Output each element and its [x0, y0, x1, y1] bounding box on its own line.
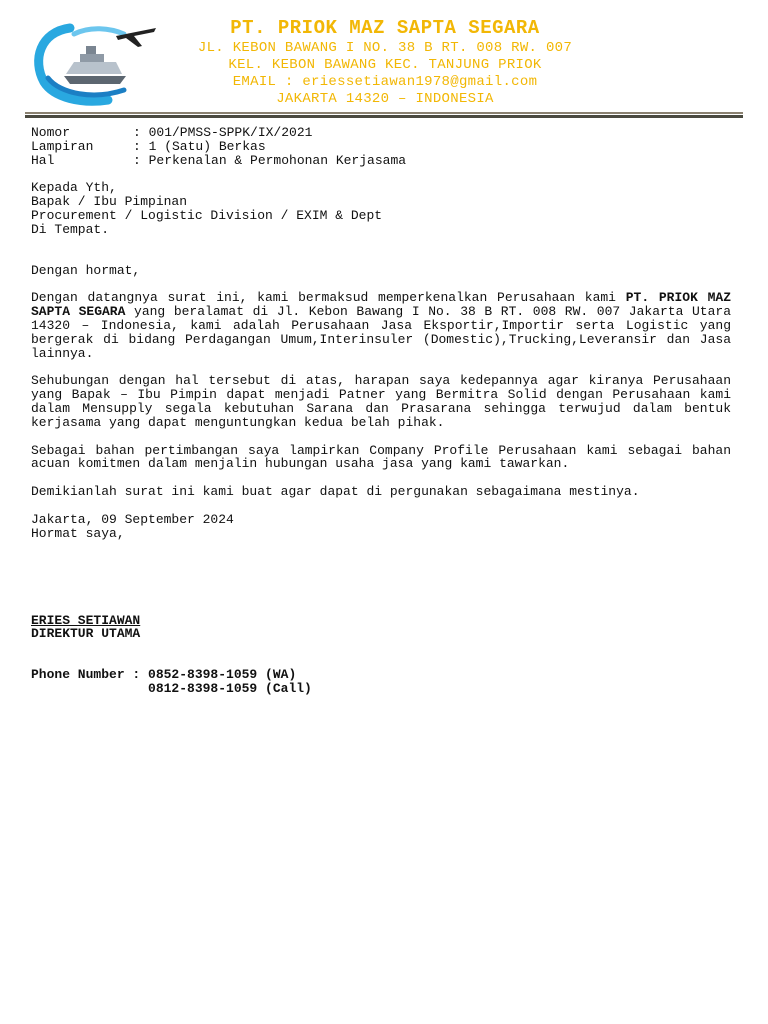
recipient-line-4: Di Tempat. [31, 221, 110, 237]
meta-hal-value: : Perkenalan & Permohonan Kerjasama [133, 152, 407, 168]
paragraph-closing: Demikianlah surat ini kami buat agar dapat di pergunakan sebagaimana mestinya. [31, 484, 640, 500]
meta-lampiran [31, 140, 731, 154]
phone-number-call: 0812-8398-1059 (Call) [31, 680, 312, 696]
company-name-bold: PT. PRIOK MAZ SAPTA SEGARA [31, 290, 739, 320]
meta-nomor [31, 126, 731, 140]
letter-body [31, 125, 739, 696]
ship-airplane-logo-icon [30, 20, 158, 108]
city-line: JAKARTA 14320 – INDONESIA [276, 91, 494, 107]
company-name: PT. PRIOK MAZ SAPTA SEGARA [230, 17, 540, 39]
meta-nomor-label: Nomor [31, 125, 71, 140]
paragraph-company-profile: Sebagai bahan pertimbangan saya lampirkan Company Profile Perusahaan kami sebagai bahan acuan komitmen dalam menjalin hubungan usaha jasa yang kami tawarkan. [31, 442, 739, 472]
meta-lampiran-label: Lampiran [31, 138, 94, 154]
letterhead [170, 16, 600, 108]
letter-date: Jakarta, 09 September 2024 [31, 511, 234, 527]
recipient-line-1: Kepada Yth, [31, 180, 117, 196]
signatory-title: DIREKTUR UTAMA [31, 626, 141, 642]
email-line: EMAIL : eriessetiawan1978@gmail.com [232, 74, 538, 90]
meta-hal [31, 154, 731, 168]
phone-number-wa: Phone Number : 0852-8398-1059 (WA) [31, 667, 297, 683]
signatory-name: ERIES SETIAWAN [31, 612, 141, 628]
regards: Hormat saya, [31, 525, 125, 541]
salutation: Dengan hormat, [31, 262, 141, 278]
header-divider-thin [25, 112, 743, 114]
meta-nomor-value: : 001/PMSS-SPPK/IX/2021 [133, 125, 313, 140]
paragraph-partnership: Sehubungan dengan hal tersebut di atas, harapan saya kedepannya agar kiranya Perusahaan yang Bapak – Ibu Pimpin dapat menjadi Patner yang Bermitra Solid dengan Perusahaan kami dalam Mensupply segala kebutuhan Sarana dan Prasarana sehingga terwujud dalam bentuk kerjasama yang dapat menguntungkan kedua belah pihak. [31, 373, 739, 430]
recipient-line-2: Bapak / Ibu Pimpinan [31, 194, 188, 210]
address-line-1: JL. KEBON BAWANG I NO. 38 B RT. 008 RW. 007 [197, 40, 573, 56]
recipient-line-3: Procurement / Logistic Division / EXIM & Dept [31, 207, 383, 223]
company-logo [30, 20, 158, 108]
header-divider-thick [25, 115, 743, 118]
paragraph-introduction: Dengan datangnya surat ini, kami bermaksud memperkenalkan Perusahaan kami PT. PRIOK MAZ SAPTA SEGARA yang beralamat di Jl. Kebon Bawang I No. 38 B RT. 008 RW. 007 Jakarta Utara 14320 – Indonesia, kami adalah Perusahaan Jasa Eksportir,Importir serta Logistic yang bergerak di bidang Perdagangan Umum,Interinsuler (Domestic),Trucking,Leveransir dan Jasa lainnya. [31, 290, 739, 361]
meta-lampiran-value: : 1 (Satu) Berkas [133, 138, 266, 154]
address-line-2: KEL. KEBON BAWANG KEC. TANJUNG PRIOK [228, 57, 542, 73]
meta-hal-label: Hal [31, 152, 55, 168]
